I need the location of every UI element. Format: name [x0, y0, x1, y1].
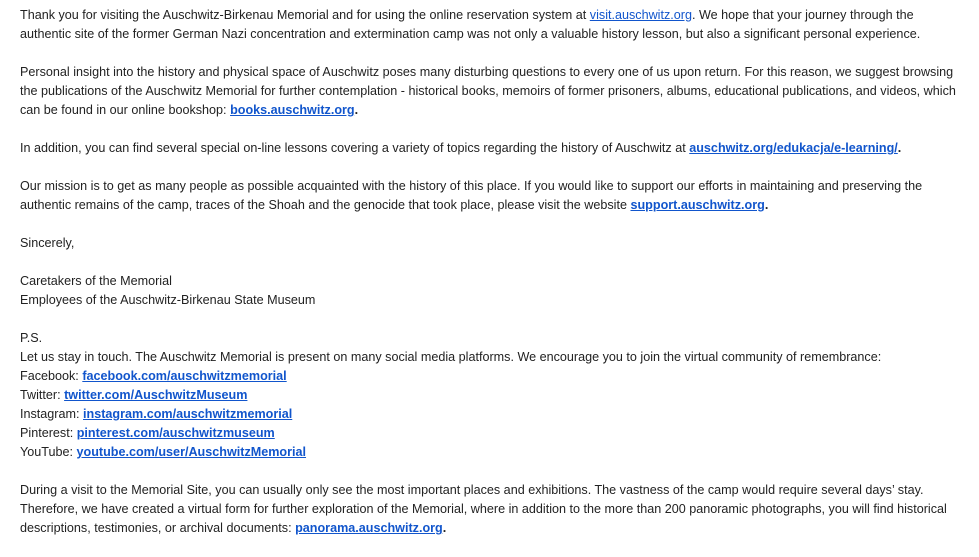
signature-block — [20, 272, 965, 310]
social-item-pinterest — [20, 424, 965, 443]
social-item-twitter — [20, 386, 965, 405]
social-item-instagram — [20, 405, 965, 424]
support-auschwitz-link[interactable]: support.auschwitz.org — [630, 198, 765, 212]
paragraph-text: . — [764, 198, 769, 212]
signature-line: Employees of the Auschwitz-Birkenau State Museum — [20, 293, 316, 307]
panorama-auschwitz-link[interactable]: panorama.auschwitz.org — [295, 521, 443, 535]
twitter-link[interactable]: twitter.com/AuschwitzMuseum — [64, 388, 248, 402]
signature-line: Caretakers of the Memorial — [20, 274, 172, 288]
visit-auschwitz-link[interactable]: visit.auschwitz.org — [589, 8, 692, 22]
paragraph-text: . — [897, 141, 902, 155]
postscript-intro: Let us stay in touch. The Auschwitz Memorial is present on many social media platforms. We encourage you to join the virtual community of remembrance: — [20, 350, 882, 364]
paragraph-mission — [20, 177, 965, 215]
paragraph-text: . — [354, 103, 359, 117]
paragraph-text: Personal insight into the history and physical space of Auschwitz poses many disturbing questions to every one of us upon return. For this reason, we suggest browsing the publications of the Auschwitz Memorial for further contemplation - historical books, memoirs of former prisoners, albums, educational publications, and videos, which can be found in our online bookshop: — [20, 65, 956, 117]
paragraph-text: Thank you for visiting the Auschwitz-Birkenau Memorial and for using the online reservation system at — [20, 8, 590, 22]
email-body — [20, 6, 965, 557]
facebook-link[interactable]: facebook.com/auschwitzmemorial — [82, 369, 287, 383]
pinterest-link[interactable]: pinterest.com/auschwitzmuseum — [76, 426, 275, 440]
youtube-link[interactable]: youtube.com/user/AuschwitzMemorial — [76, 445, 307, 459]
social-label: Instagram: — [20, 407, 83, 421]
postscript-label: P.S. — [20, 331, 43, 345]
social-item-youtube — [20, 443, 965, 462]
paragraph-text: During a visit to the Memorial Site, you can usually only see the most important places and exhibitions. The vastness of the camp would require several days’ stay. Therefore, we have created a virtual form for further exploration of the Memorial, where in addition to the more than 200 panoramic photographs, you will find historical descriptions, testimonies, or archival documents: — [20, 483, 947, 535]
paragraph-text: . We hope that your journey through the authentic site of the former German Nazi concentration and extermination camp was not only a valuable history lesson, but also a significant personal experience. — [20, 8, 921, 41]
paragraph-panorama — [20, 481, 965, 538]
social-label: Twitter: — [20, 388, 65, 402]
paragraph-thank-you — [20, 6, 965, 44]
elearning-link[interactable]: auschwitz.org/edukacja/e-learning/ — [689, 141, 898, 155]
paragraph-text: Our mission is to get as many people as possible acquainted with the history of this place. If you would like to support our efforts in maintaining and preserving the authentic remains of the camp, traces of the Shoah and the genocide that took place, please visit the website — [20, 179, 923, 212]
social-label: Facebook: — [20, 369, 83, 383]
social-label: Pinterest: — [20, 426, 77, 440]
paragraph-text: In addition, you can find several special on-line lessons covering a variety of topics regarding the history of Auschwitz at — [20, 141, 690, 155]
paragraph-text: . — [442, 521, 447, 535]
books-auschwitz-link[interactable]: books.auschwitz.org — [230, 103, 355, 117]
postscript-block — [20, 329, 965, 462]
social-item-facebook — [20, 367, 965, 386]
social-label: YouTube: — [20, 445, 77, 459]
paragraph-publications — [20, 63, 965, 120]
closing-salutation: Sincerely, — [20, 236, 75, 250]
paragraph-elearning — [20, 139, 965, 158]
instagram-link[interactable]: instagram.com/auschwitzmemorial — [83, 407, 293, 421]
